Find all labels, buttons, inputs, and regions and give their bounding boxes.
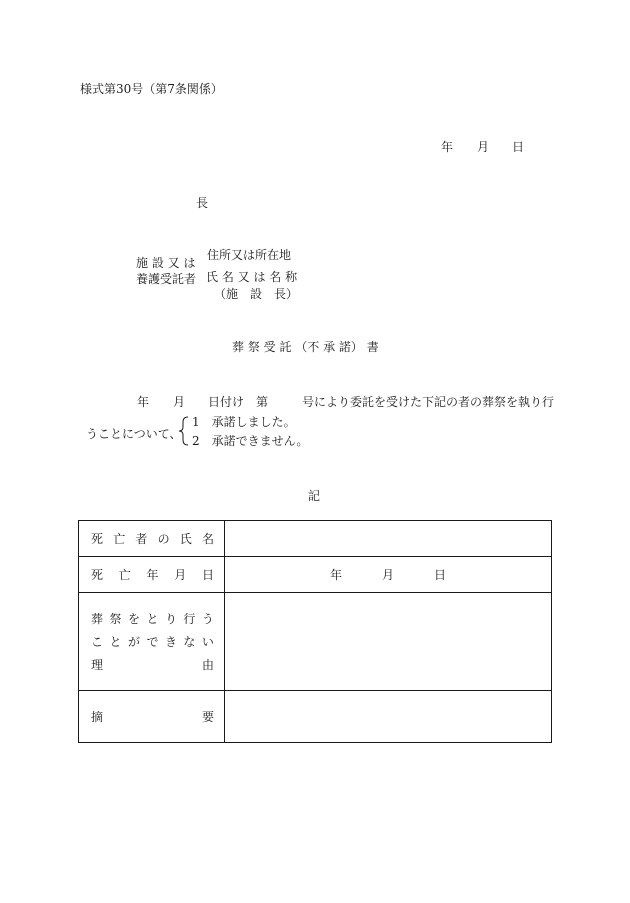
addressee: 長 — [196, 196, 209, 210]
death-date-value[interactable]: 年 月 日 — [225, 557, 552, 593]
form-number: 様式第30号（第7条関係） — [80, 82, 223, 96]
date-year: 年 — [441, 140, 454, 154]
body-continuation: 号により委託を受けた下記の者の葬祭を執り行 — [302, 395, 555, 409]
table-row — [79, 691, 552, 743]
option-approved: 1 承諾しました。 — [192, 415, 296, 429]
table-row — [79, 521, 552, 557]
option-not-approved: 2 承諾できません。 — [192, 434, 309, 448]
sender-name: 氏 名 又 は 名 称 — [206, 270, 298, 284]
record-table — [78, 520, 552, 743]
body-date-suffix: 日付け 第 — [208, 395, 269, 409]
death-date-label: 死 亡 年 月 日 — [79, 557, 225, 593]
reason-value[interactable] — [225, 593, 552, 691]
table-row — [79, 557, 552, 593]
document-title: 葬 祭 受 託 （不 承 諾） 書 — [232, 340, 379, 354]
brace-icon — [178, 416, 190, 446]
table-row — [79, 593, 552, 691]
sender-label-line1: 施 設 又 は — [136, 256, 196, 270]
remarks-label: 摘 要 — [79, 691, 225, 743]
sender-label-line2: 養護受託者 — [136, 272, 197, 286]
reason-label: 葬 祭 を と り 行 う こ と が で き な い 理 由 — [79, 593, 225, 691]
date-day: 日 — [512, 140, 525, 154]
body-year: 年 — [137, 395, 150, 409]
deceased-name-value[interactable] — [225, 521, 552, 557]
body-month: 月 — [173, 395, 186, 409]
sender-title: （施 設 長） — [214, 287, 299, 301]
body-line2-prefix: うことについて、 — [86, 427, 182, 441]
remarks-value[interactable] — [225, 691, 552, 743]
ki-heading: 記 — [308, 489, 321, 503]
date-month: 月 — [477, 140, 490, 154]
sender-address: 住所又は所在地 — [207, 248, 292, 262]
deceased-name-label: 死 亡 者 の 氏 名 — [79, 521, 225, 557]
